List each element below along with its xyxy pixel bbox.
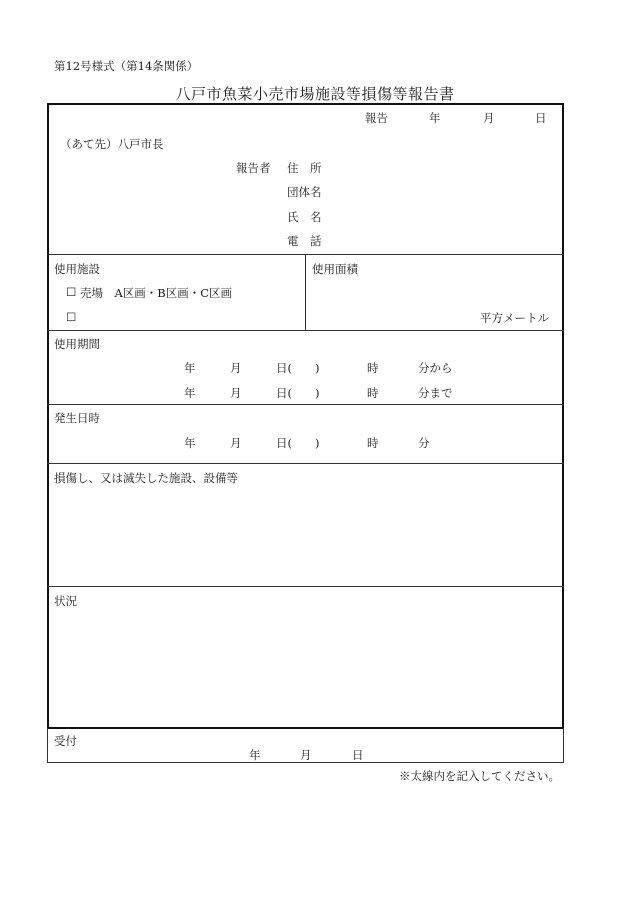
facility-option1-label: 売場 A区画・B区画・C区画 — [80, 286, 233, 300]
divider-period — [47, 404, 564, 405]
form-number: 第12号様式（第14条関係） — [54, 59, 199, 73]
area-label: 使用面積 — [312, 262, 358, 276]
facility-label: 使用施設 — [54, 262, 100, 276]
period-from-minute: 分から — [418, 361, 453, 375]
facility-option1-checkbox[interactable]: ☐ — [66, 285, 77, 299]
receipt-day: 日 — [352, 748, 364, 762]
period-to-year: 年 — [184, 386, 196, 400]
divider-damage — [47, 586, 564, 587]
area-unit: 平方メートル — [480, 311, 549, 325]
organization-label: 団体名 — [287, 185, 322, 199]
occurrence-day: 日( ) — [276, 436, 320, 450]
addressee: （あて先）八戸市長 — [60, 137, 164, 151]
occurrence-year: 年 — [184, 436, 196, 450]
report-day: 日 — [535, 111, 547, 125]
divider-occurrence — [47, 463, 564, 464]
occurrence-month: 月 — [230, 436, 242, 450]
receipt-year: 年 — [249, 748, 261, 762]
period-from-year: 年 — [184, 361, 196, 375]
facility-option2-checkbox[interactable]: ☐ — [66, 310, 77, 324]
phone-label: 電 話 — [287, 234, 322, 248]
period-to-month: 月 — [230, 386, 242, 400]
receipt-label: 受付 — [54, 734, 77, 748]
period-to-hour: 時 — [367, 386, 379, 400]
period-from-hour: 時 — [367, 361, 379, 375]
receipt-month: 月 — [300, 748, 312, 762]
damage-label: 損傷し、又は滅失した施設、設備等 — [54, 471, 238, 485]
period-from-day: 日( ) — [276, 361, 320, 375]
address-label: 住 所 — [287, 161, 322, 175]
reporter-label: 報告者 — [236, 161, 271, 175]
divider-facility — [47, 330, 564, 331]
period-to-day: 日( ) — [276, 386, 320, 400]
period-label: 使用期間 — [54, 337, 100, 351]
report-year: 年 — [429, 111, 441, 125]
occurrence-label: 発生日時 — [54, 411, 100, 425]
period-from-month: 月 — [230, 361, 242, 375]
footer-note: ※太線内を記入してください。 — [399, 769, 560, 783]
page-title: 八戸市魚菜小売市場施設等損傷等報告書 — [175, 85, 455, 103]
status-label: 状況 — [54, 594, 77, 608]
occurrence-hour: 時 — [367, 436, 379, 450]
divider-facility-area — [305, 254, 306, 330]
name-label: 氏 名 — [287, 210, 322, 224]
period-to-minute: 分まで — [418, 386, 453, 400]
report-label: 報告 — [365, 111, 388, 125]
occurrence-minute: 分 — [418, 436, 430, 450]
report-month: 月 — [483, 111, 495, 125]
